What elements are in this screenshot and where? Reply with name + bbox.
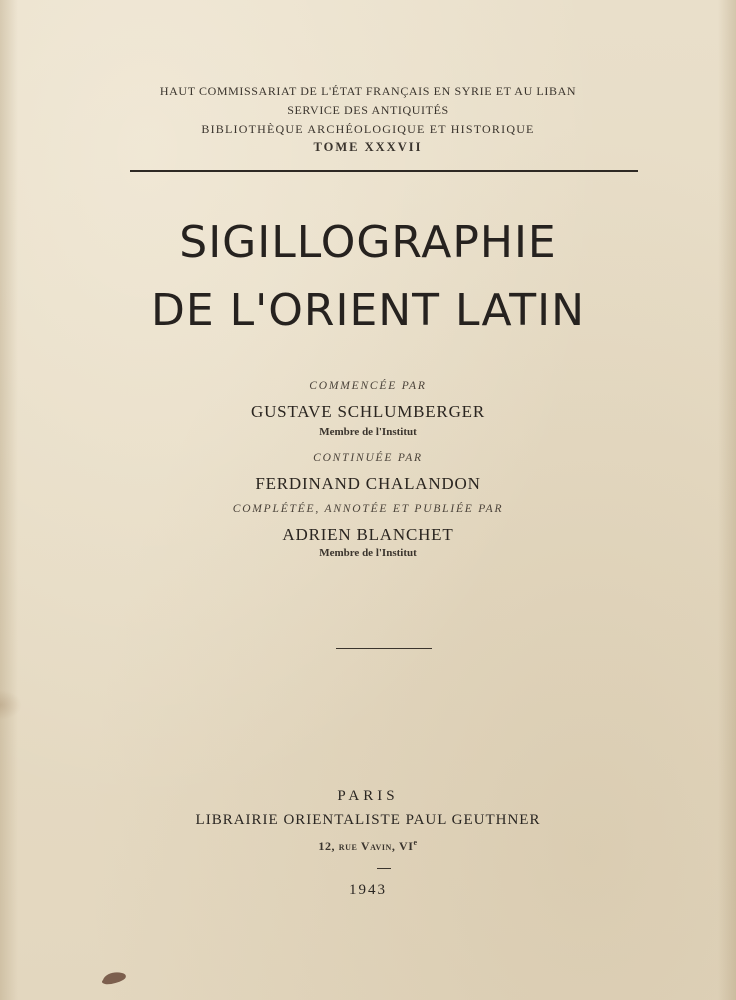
address-number: 12, [318,839,336,853]
paper-wear-mark [0,690,22,720]
address-arrondissement-suffix: e [413,838,418,847]
title-line-2: DE L'ORIENT LATIN [150,285,585,336]
author-schlumberger: GUSTAVE SCHLUMBERGER [251,402,485,421]
header-tome: TOME XXXVII [313,140,423,154]
address-arrondissement: VI [398,839,414,853]
commenced-by-label: COMMENCÉE PAR [309,380,427,392]
imprint-year: 1943 [349,882,387,898]
header-service: SERVICE DES ANTIQUITÉS [287,103,449,117]
middle-rule [336,648,432,649]
header-rule [130,170,638,172]
address-street: rue Vavin, [338,839,396,853]
author-chalandon: FERDINAND CHALANDON [255,474,481,493]
imprint-dash [377,868,391,869]
header-commissariat: HAUT COMMISSARIAT DE L'ÉTAT FRANÇAIS EN SYRIE ET AU LIBAN [159,84,577,98]
imprint-publisher: LIBRAIRIE ORIENTALISTE PAUL GEUTHNER [195,812,541,828]
author-blanchet: ADRIEN BLANCHET [282,525,454,544]
imprint-city: PARIS [337,788,399,804]
imprint-address [0,838,736,854]
title-line-1: SIGILLOGRAPHIE [179,217,557,268]
author-blanchet-title: Membre de l'Institut [319,547,417,559]
continued-by-label: CONTINUÉE PAR [313,452,423,464]
author-schlumberger-title: Membre de l'Institut [319,426,417,438]
completed-by-label: COMPLÉTÉE, ANNOTÉE ET PUBLIÉE PAR [232,503,504,515]
header-bibliotheque: BIBLIOTHÈQUE ARCHÉOLOGIQUE ET HISTORIQUE [201,122,535,136]
ink-stain-mark [100,970,128,986]
